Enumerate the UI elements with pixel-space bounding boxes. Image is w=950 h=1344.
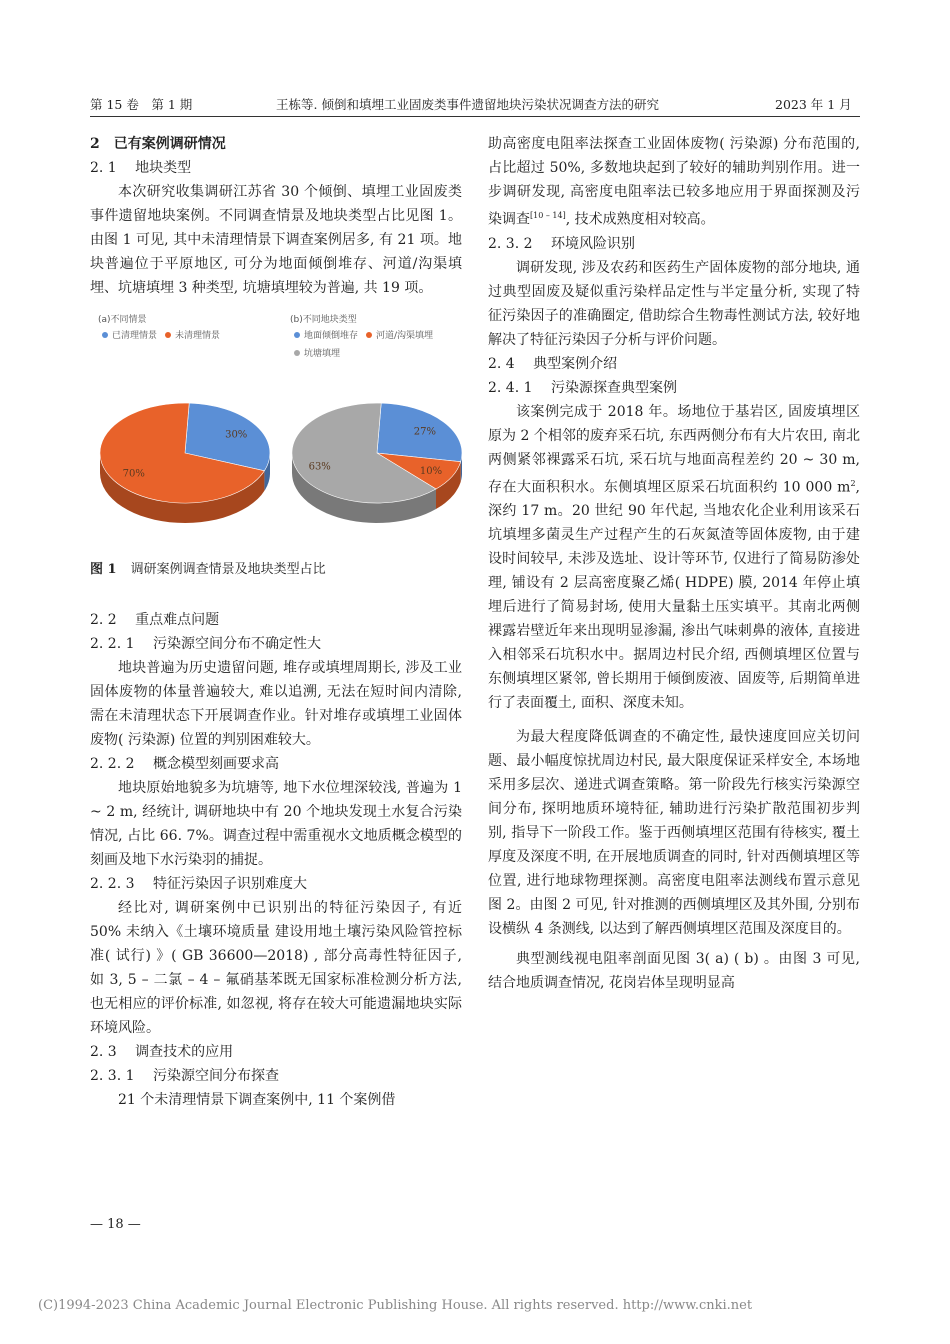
legend-marker [366,332,372,338]
section-2-2-1-heading: 2. 2. 1 污染源空间分布不确定性大 [90,636,321,652]
left-column [90,132,462,1112]
paragraph: 为最大程度降低调查的不确定性, 最快速度回应关切问题、最小幅度惊扰周边村民, 最大限度保证采样安全, 本场地采用多层次、递进式调查策略。第一阶段先行核实污染源空间分布, 探明地质环境特征, 辅助进行污染扩散范围初步判别, 指导下一阶段工作。鉴于西侧填埋区范围有待核实, 覆土厚度及深度不明, 在开展地质调查的同时, 针对西侧填埋区等位置, 进行地球物理探测。高密度电阻率法测线布置示意见图 2。由图 2 可见, 针对推测的西侧填埋区及其外围, 分别布设横纵 4 条测线, 以达到了解西侧填埋区范围及深度目的。 [488,729,860,938]
section-2-3-1-heading: 2. 3. 1 污染源空间分布探查 [90,1068,279,1084]
legend-label: 已清理情景 [112,331,158,341]
legend-label: 地面倾倒堆存 [304,331,359,341]
pie-value-label: 63% [308,461,331,473]
section-2-4-1-heading: 2. 4. 1 污染源探查典型案例 [488,379,677,396]
pie-charts [90,308,462,558]
chart-b-pie [292,403,462,523]
pie-value-label: 27% [413,426,437,438]
paragraph [488,400,860,716]
section-2-2-heading: 2. 2 重点难点问题 [90,612,220,628]
right-column [488,132,860,995]
chart-a-pie [100,403,270,523]
legend-label: 河道/沟渠填埋 [376,331,434,341]
figure-caption [90,558,462,582]
section-2-heading: 2 已有案例调研情况 [90,136,226,152]
paragraph [488,132,860,232]
paragraph-text: 助高密度电阻率法探查工业固体废物( 污染源) 分布范围的, 占比超过 50%, 多数地块起到了较好的辅助判别作用。进一步调研发现, 高密度电阻率法已较多地应用于界面探测及污染调查 [488,136,860,228]
paragraph-text: 该案例完成于 2018 年。场地位于基岩区, 固废填埋区原为 2 个相邻的废弃采石坑, 东西两侧分布有大片农田, 南北两侧紧邻裸露采石坑, 采石坑与地面高程差约 20 ~ 30 m, 存在大面积积水。东侧填埋区原采石坑面积约 10 000 m [488,403,860,496]
copyright-notice: (C)1994-2023 China Academic Journal Electronic Publishing House. All rights reserved. http://www.cnki.net [38,1298,753,1313]
issue-date: 2023 年 1 月 [775,97,852,112]
section-2-3-2-heading: 2. 3. 2 环境风险识别 [488,235,635,252]
legend-marker [102,332,108,338]
section-2-3-heading: 2. 3 调查技术的应用 [90,1044,234,1060]
chart-b-legend [294,329,433,359]
chart-a-legend [102,329,220,341]
pie-value-label: 10% [419,465,443,477]
legend-label: 未清理情景 [175,331,221,341]
pie-value-label: 70% [122,468,145,480]
journal-volume: 第 15 卷 第 1 期 [90,97,193,112]
section-2-2-3-heading: 2. 2. 3 特征污染因子识别难度大 [90,876,307,892]
paragraph: 调研发现, 涉及农药和医药生产固体废物的部分地块, 通过典型固废及疑似重污染样品定性与半定量分析, 实现了特征污染因子的准确圈定, 借助综合生物毒性测试方法, 较好地解决了特征污染因子分析与评价问题。 [488,259,860,348]
paragraph: 典型测线视电阻率剖面见图 3( a) ( b) 。由图 3 可见, 结合地质调查情况, 花岗岩体呈现明显高 [488,951,860,992]
legend-marker [165,332,171,338]
paragraph: 地块原始地貌多为坑塘等, 地下水位埋深较浅, 普遍为 1 ~ 2 m, 经统计, 调研地块中有 20 个地块发现土水复合污染情况, 占比 66. 7%。调查过程中需重视水文地质概念模型的刻画及地下水污染羽的捕捉。 [90,780,462,868]
chart-b-title: (b)不同地块类型 [290,315,357,325]
paragraph: 本次研究收集调研江苏省 30 个倾倒、填埋工业固废类事件遗留地块案例。不同调查情景及地块类型占比见图 1。由图 1 可见, 其中未清理情景下调查案例居多, 有 21 项。地块普遍位于平原地区, 可分为地面倾倒堆存、河道/沟渠填埋、坑塘填埋 3 种类型, 坑塘填埋较为普遍, 共 19 项。 [90,184,462,296]
figure-caption-text: 调研案例调查情景及地块类型占比 [130,562,326,577]
legend-marker [294,332,300,338]
chart-a-title: (a)不同情景 [98,315,147,325]
running-title: 王栋等. 倾倒和填埋工业固废类事件遗留地块污染状况调查方法的研究 [276,97,659,112]
section-2-4-heading: 2. 4 典型案例介绍 [488,355,618,372]
legend-marker [294,350,300,356]
paragraph: 21 个未清理情景下调查案例中, 11 个案例借 [118,1092,396,1108]
header-rule [90,116,860,117]
citation: [10 – 14] [530,211,566,220]
legend-label: 坑塘填埋 [304,349,341,359]
paragraph: 地块普遍为历史遗留问题, 堆存或填埋周期长, 涉及工业固体废物的体量普遍较大, 难以追溯, 无法在短时间内清除, 需在未清理状态下开展调查作业。针对堆存或填埋工业固体废物( 污染源) 位置的判别困难较大。 [90,660,462,748]
pie-value-label: 30% [225,429,248,441]
page-number: — 18 — [90,1217,141,1232]
figure-caption-number: 图 1 [90,562,117,577]
paragraph: 经比对, 调研案例中已识别出的特征污染因子, 有近 50% 未纳入《土壤环境质量 建设用地土壤污染风险管控标准( 试行) 》( GB 36600—2018) , 部分高毒性特征因子, 如 3, 5 – 二氯 – 4 – 氟硝基苯既无国家标准检测分析方法, 也无相应的评价标准, 如忽视, 将存在较大可能遗漏地块实际环境风险。 [90,900,462,1036]
section-2-2-2-heading: 2. 2. 2 概念模型刻画要求高 [90,756,279,772]
paragraph-text: , 技术成熟度相对较高。 [565,211,715,228]
section-2-1-heading: 2. 1 地块类型 [90,160,192,176]
paragraph-text: , 深约 17 m。20 世纪 90 年代起, 当地农化企业利用该采石坑填埋多菌灵生产过程产生的石灰氮渣等固体废物, 由于建设时间较早, 未涉及选址、设计等环节, 仅进行了简易防渗处理, 铺设有 2 层高密度聚乙烯( HDPE) 膜, 2014 年停止填埋后进行了简易封场, 使用大量黏土压实填平。其南北两侧裸露岩壁近年来出现明显渗漏, 渗出气味刺鼻的液体, 直接进入相邻采石坑积水中。据周边村民介绍, 西侧填埋区位置与东侧填埋区紧邻, 曾长期用于倾倒废液、固废等, 后期简单进行了表面覆土, 面积、深度未知。 [488,479,860,712]
figure-1 [90,308,462,558]
superscript: 2 [850,478,856,488]
